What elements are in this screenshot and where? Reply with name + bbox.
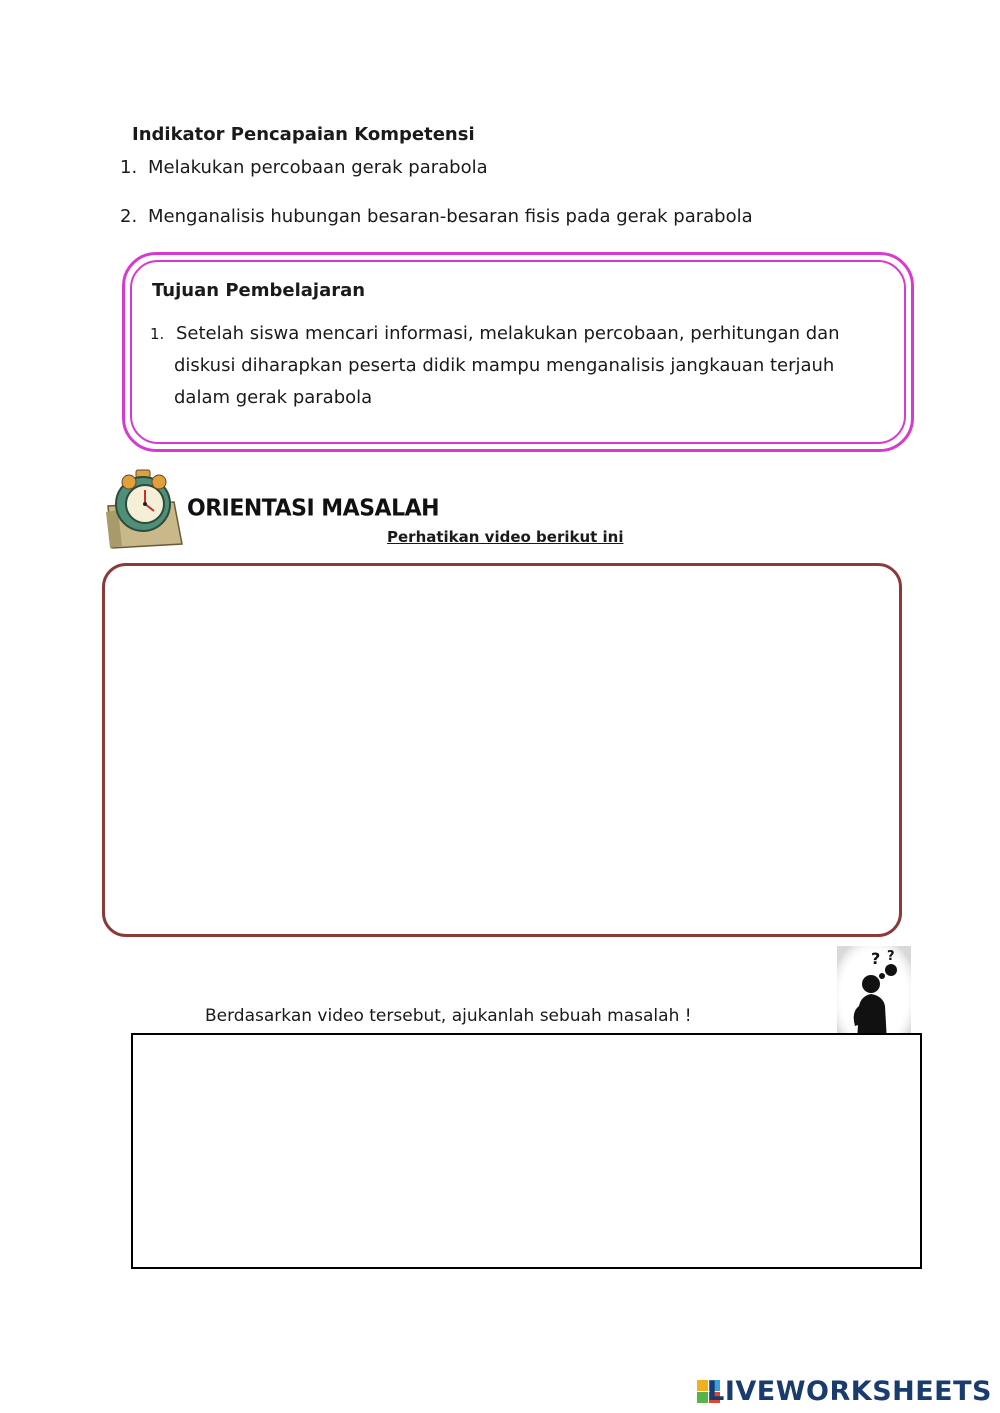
goal-line-1: Setelah siswa mencari informasi, melakukan percobaan, perhitungan dan (176, 323, 840, 344)
svg-text:?: ? (871, 949, 881, 968)
indicator-item-text: Menganalisis hubungan besaran-besaran fisis pada gerak parabola (148, 206, 753, 227)
watch-video-note: Perhatikan video berikut ini (387, 528, 624, 546)
list-number: 1. (120, 157, 138, 178)
alarm-clock-icon (102, 466, 186, 550)
indicator-item-text: Melakukan percobaan gerak parabola (148, 157, 488, 178)
problem-prompt: Berdasarkan video tersebut, ajukanlah sebuah masalah ! (205, 1006, 692, 1026)
list-number: 1. (150, 325, 165, 343)
indicator-title: Indikator Pencapaian Kompetensi (132, 124, 475, 145)
list-number: 2. (120, 206, 138, 227)
indicator-item-1 (120, 157, 488, 178)
thinking-person-icon (837, 946, 911, 1046)
indicator-item-2 (120, 206, 753, 227)
goal-line-2: diskusi diharapkan peserta didik mampu menganalisis jangkauan terjauh (174, 355, 835, 376)
answer-textbox[interactable] (131, 1033, 922, 1269)
orientation-title: ORIENTASI MASALAH (187, 495, 440, 522)
liveworksheets-brand: LIVEWORKSHEETS (707, 1376, 992, 1407)
learning-goal-text (150, 318, 870, 414)
learning-goal-title: Tujuan Pembelajaran (152, 280, 366, 301)
video-box[interactable] (102, 563, 902, 937)
svg-text:?: ? (887, 949, 895, 964)
goal-line-3: dalam gerak parabola (174, 387, 373, 408)
